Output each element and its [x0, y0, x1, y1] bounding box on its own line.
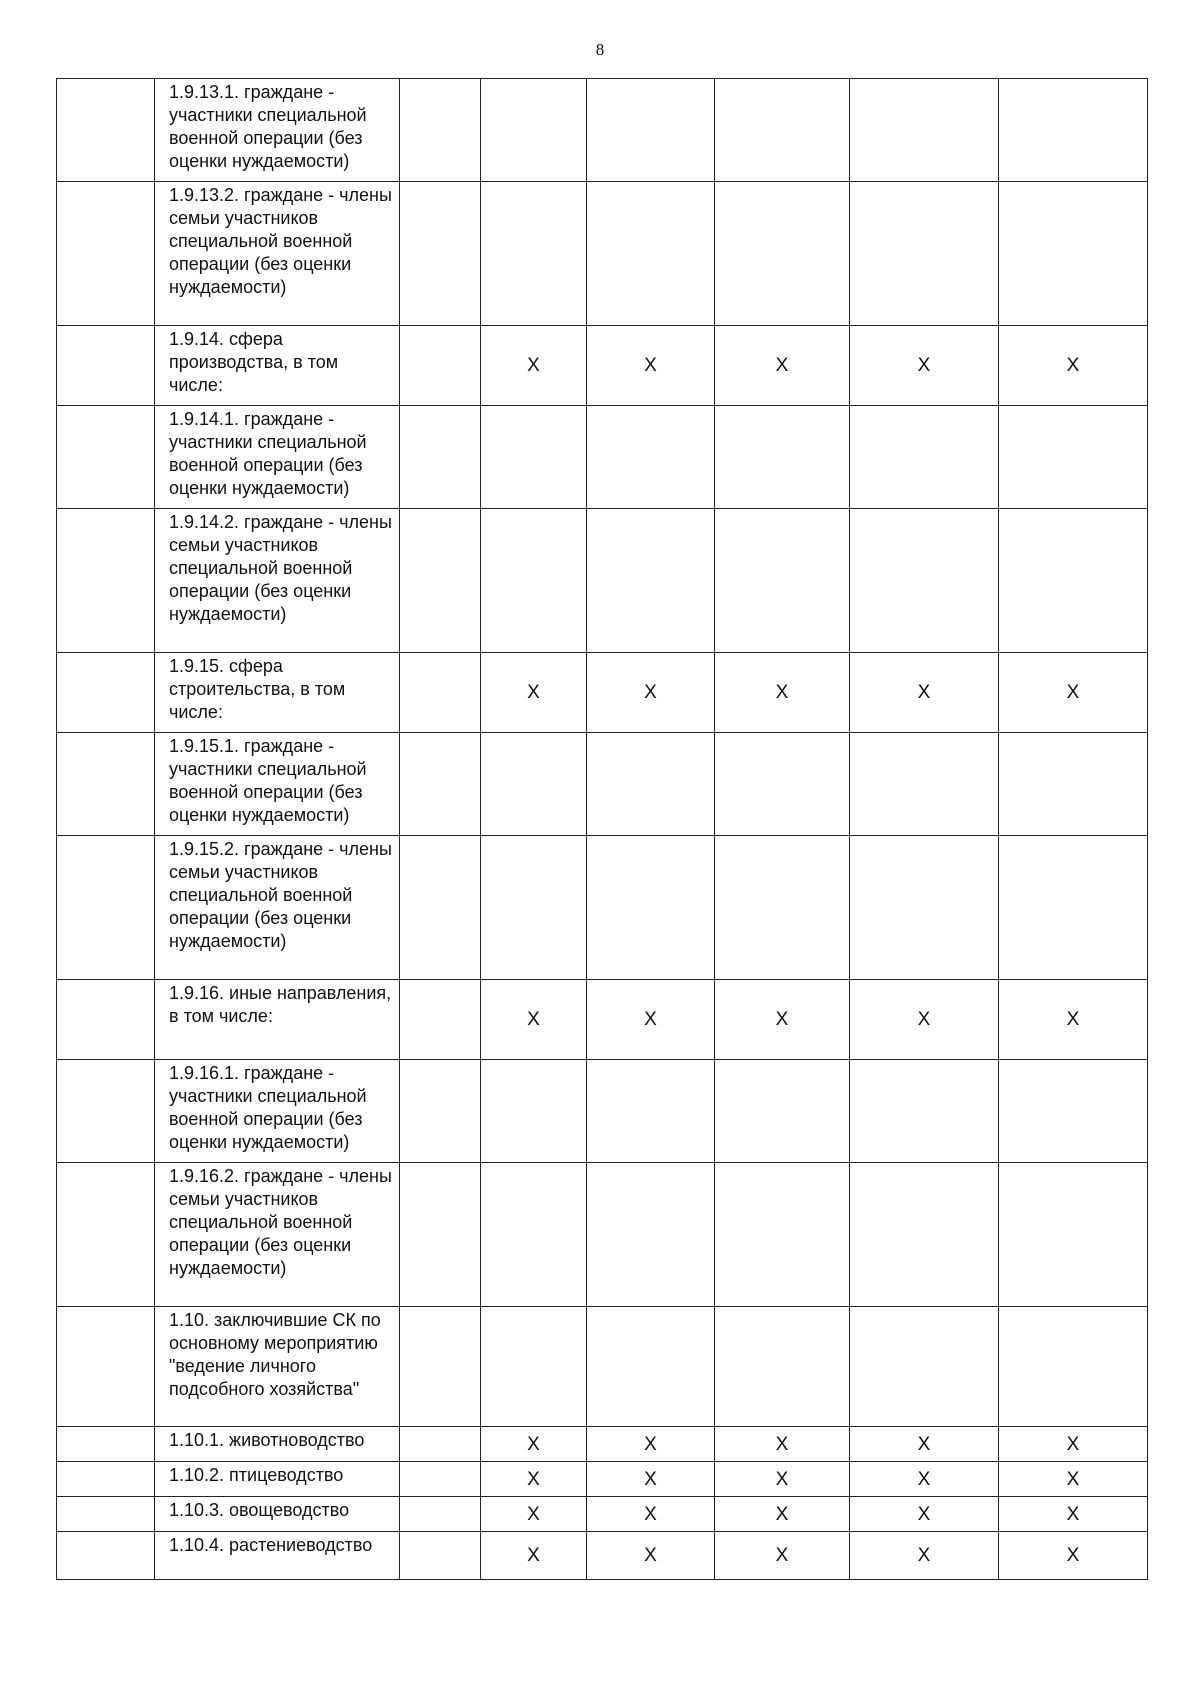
- mark-cell: X: [481, 653, 587, 733]
- table-row: [57, 980, 1148, 1060]
- mark-cell: [715, 733, 850, 836]
- mark-cell: X: [999, 653, 1148, 733]
- row-number-cell: [57, 980, 155, 1060]
- mark-cell: [715, 79, 850, 182]
- value-cell: [400, 733, 481, 836]
- table-row: [57, 1427, 1148, 1462]
- mark-cell: X: [715, 1532, 850, 1580]
- value-cell: [400, 182, 481, 326]
- mark-cell: [587, 509, 715, 653]
- value-cell: [400, 653, 481, 733]
- mark-cell: [850, 1060, 999, 1163]
- value-cell: [400, 980, 481, 1060]
- mark-cell: X: [587, 326, 715, 406]
- row-number-cell: [57, 406, 155, 509]
- row-number-cell: [57, 733, 155, 836]
- mark-cell: X: [587, 1427, 715, 1462]
- mark-cell: [850, 509, 999, 653]
- value-cell: [400, 326, 481, 406]
- mark-cell: X: [999, 326, 1148, 406]
- mark-cell: X: [999, 1427, 1148, 1462]
- mark-cell: X: [999, 1462, 1148, 1497]
- mark-cell: [850, 733, 999, 836]
- mark-cell: X: [999, 980, 1148, 1060]
- mark-cell: [587, 1163, 715, 1307]
- mark-cell: [999, 1060, 1148, 1163]
- mark-cell: X: [850, 1462, 999, 1497]
- mark-cell: [481, 836, 587, 980]
- mark-cell: [850, 406, 999, 509]
- mark-cell: X: [481, 1497, 587, 1532]
- row-number-cell: [57, 509, 155, 653]
- mark-cell: X: [850, 980, 999, 1060]
- mark-cell: [999, 406, 1148, 509]
- row-label: 1.9.13.2. граждане - члены семьи участников специальной военной операции (без оценки нуждаемости): [155, 182, 400, 326]
- mark-cell: [481, 1163, 587, 1307]
- mark-cell: X: [850, 1427, 999, 1462]
- mark-cell: X: [715, 653, 850, 733]
- mark-cell: X: [715, 1497, 850, 1532]
- table-row: [57, 733, 1148, 836]
- row-number-cell: [57, 1427, 155, 1462]
- table-row: [57, 653, 1148, 733]
- table-row: [57, 1307, 1148, 1427]
- value-cell: [400, 1462, 481, 1497]
- row-label: 1.9.15.1. граждане - участники специальной военной операции (без оценки нуждаемости): [155, 733, 400, 836]
- row-number-cell: [57, 1307, 155, 1427]
- row-label: 1.9.13.1. граждане - участники специальной военной операции (без оценки нуждаемости): [155, 79, 400, 182]
- mark-cell: [587, 406, 715, 509]
- mark-cell: X: [850, 1532, 999, 1580]
- row-label: 1.9.16. иные направления, в том числе:: [155, 980, 400, 1060]
- mark-cell: [481, 1307, 587, 1427]
- mark-cell: [587, 733, 715, 836]
- table-row: [57, 79, 1148, 182]
- row-number-cell: [57, 1532, 155, 1580]
- row-label: 1.10.1. животноводство: [155, 1427, 400, 1462]
- mark-cell: X: [587, 980, 715, 1060]
- mark-cell: X: [715, 1427, 850, 1462]
- mark-cell: X: [481, 980, 587, 1060]
- page-number: 8: [595, 40, 605, 59]
- mark-cell: [715, 1060, 850, 1163]
- value-cell: [400, 509, 481, 653]
- row-label: 1.9.14.2. граждане - члены семьи участников специальной военной операции (без оценки нуждаемости): [155, 509, 400, 653]
- mark-cell: X: [715, 326, 850, 406]
- mark-cell: X: [481, 326, 587, 406]
- row-label: 1.10.4. растениеводство: [155, 1532, 400, 1580]
- mark-cell: [999, 836, 1148, 980]
- mark-cell: [481, 406, 587, 509]
- row-number-cell: [57, 182, 155, 326]
- value-cell: [400, 1427, 481, 1462]
- row-number-cell: [57, 326, 155, 406]
- value-cell: [400, 1532, 481, 1580]
- mark-cell: [715, 836, 850, 980]
- mark-cell: [587, 79, 715, 182]
- mark-cell: X: [587, 1462, 715, 1497]
- mark-cell: X: [481, 1462, 587, 1497]
- row-label: 1.9.15. сфера строительства, в том числе:: [155, 653, 400, 733]
- mark-cell: X: [481, 1427, 587, 1462]
- row-number-cell: [57, 836, 155, 980]
- row-number-cell: [57, 1462, 155, 1497]
- mark-cell: [715, 1307, 850, 1427]
- table-row: [57, 182, 1148, 326]
- mark-cell: [999, 79, 1148, 182]
- value-cell: [400, 1307, 481, 1427]
- row-label: 1.9.14. сфера производства, в том числе:: [155, 326, 400, 406]
- table-row: [57, 509, 1148, 653]
- mark-cell: [850, 1163, 999, 1307]
- table-row: [57, 1060, 1148, 1163]
- mark-cell: [587, 182, 715, 326]
- data-table: [56, 78, 1148, 1580]
- row-number-cell: [57, 653, 155, 733]
- row-label: 1.10.2. птицеводство: [155, 1462, 400, 1497]
- row-label: 1.10. заключившие СК по основному мероприятию "ведение личного подсобного хозяйства": [155, 1307, 400, 1427]
- mark-cell: [481, 79, 587, 182]
- mark-cell: X: [715, 1462, 850, 1497]
- mark-cell: [715, 1163, 850, 1307]
- mark-cell: [850, 836, 999, 980]
- row-number-cell: [57, 1497, 155, 1532]
- value-cell: [400, 79, 481, 182]
- mark-cell: X: [715, 980, 850, 1060]
- mark-cell: X: [850, 1497, 999, 1532]
- mark-cell: X: [587, 653, 715, 733]
- mark-cell: [850, 1307, 999, 1427]
- mark-cell: [715, 509, 850, 653]
- mark-cell: [715, 406, 850, 509]
- value-cell: [400, 836, 481, 980]
- row-label: 1.9.16.2. граждане - члены семьи участников специальной военной операции (без оценки нуждаемости): [155, 1163, 400, 1307]
- mark-cell: [481, 1060, 587, 1163]
- mark-cell: [587, 836, 715, 980]
- row-number-cell: [57, 1060, 155, 1163]
- table-row: [57, 836, 1148, 980]
- row-label: 1.9.14.1. граждане - участники специальной военной операции (без оценки нуждаемости): [155, 406, 400, 509]
- table-row: [57, 1497, 1148, 1532]
- row-number-cell: [57, 79, 155, 182]
- table-row: [57, 406, 1148, 509]
- mark-cell: [999, 182, 1148, 326]
- mark-cell: X: [587, 1532, 715, 1580]
- mark-cell: X: [587, 1497, 715, 1532]
- row-label: 1.9.15.2. граждане - члены семьи участников специальной военной операции (без оценки нуждаемости): [155, 836, 400, 980]
- mark-cell: [715, 182, 850, 326]
- mark-cell: [999, 1307, 1148, 1427]
- table-row: [57, 326, 1148, 406]
- mark-cell: X: [850, 326, 999, 406]
- mark-cell: [481, 733, 587, 836]
- mark-cell: [850, 182, 999, 326]
- row-label: 1.10.3. овощеводство: [155, 1497, 400, 1532]
- mark-cell: [587, 1307, 715, 1427]
- value-cell: [400, 1060, 481, 1163]
- table-row: [57, 1532, 1148, 1580]
- value-cell: [400, 1497, 481, 1532]
- value-cell: [400, 1163, 481, 1307]
- mark-cell: X: [850, 653, 999, 733]
- mark-cell: [481, 182, 587, 326]
- mark-cell: [999, 509, 1148, 653]
- table-row: [57, 1462, 1148, 1497]
- table-row: [57, 1163, 1148, 1307]
- mark-cell: [999, 733, 1148, 836]
- value-cell: [400, 406, 481, 509]
- mark-cell: X: [999, 1532, 1148, 1580]
- mark-cell: X: [999, 1497, 1148, 1532]
- row-label: 1.9.16.1. граждане - участники специальной военной операции (без оценки нуждаемости): [155, 1060, 400, 1163]
- mark-cell: [481, 509, 587, 653]
- mark-cell: X: [481, 1532, 587, 1580]
- mark-cell: [850, 79, 999, 182]
- row-number-cell: [57, 1163, 155, 1307]
- mark-cell: [587, 1060, 715, 1163]
- mark-cell: [999, 1163, 1148, 1307]
